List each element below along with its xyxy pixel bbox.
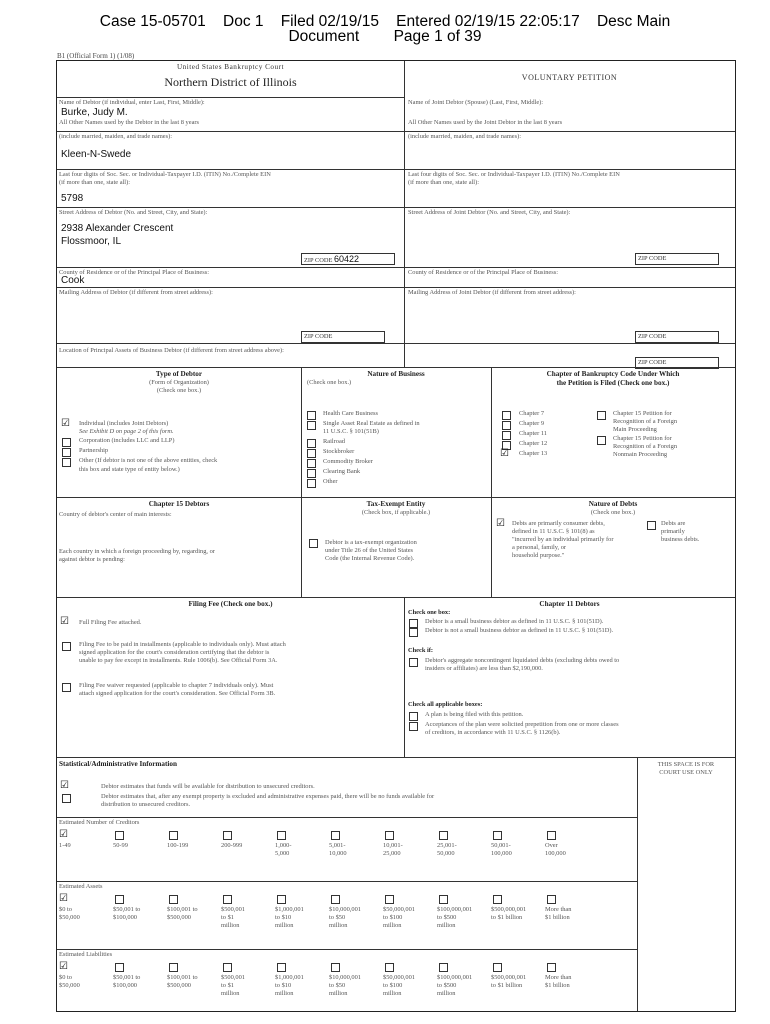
- joint-other-names-label2: (include married, maiden, and trade names):: [408, 133, 522, 140]
- debtor-zip: 60422: [333, 254, 359, 264]
- nature-debts-title: Nature of Debts: [588, 500, 638, 508]
- nature-business-title: Nature of Business: [367, 370, 425, 378]
- debts-business-3: business debts.: [661, 536, 700, 543]
- liabilities-option-label: $500,001: [221, 974, 245, 981]
- chapter-9: Chapter 9: [519, 420, 545, 427]
- chapter-15-main-3: Main Proceeding: [613, 426, 657, 433]
- liabilities-option-label: $50,000: [59, 982, 80, 989]
- assets-option-label: to $500: [437, 914, 457, 921]
- checkbox-icon[interactable]: [307, 459, 316, 468]
- checkbox-icon[interactable]: [223, 963, 232, 972]
- liabilities-option-label: million: [437, 990, 456, 997]
- debtor-address-line2: Flossmoor, IL: [61, 236, 122, 247]
- checkbox-icon[interactable]: [307, 449, 316, 458]
- chapter-title: Chapter of Bankruptcy Code Under Which: [546, 370, 680, 378]
- checkbox-icon[interactable]: [439, 895, 448, 904]
- liabilities-option-label: $500,000,001: [491, 974, 527, 981]
- location-label: Location of Principal Assets of Business Debtor (if different from street address above):: [59, 347, 284, 354]
- assets-option-label: $50,000,001: [383, 906, 415, 913]
- debts-business-2: primarily: [661, 528, 685, 535]
- nature-debts-sub: (Check one box.): [590, 509, 636, 516]
- debtor-other-names-label: All Other Names used by the Debtor in the last 8 years: [59, 119, 200, 126]
- assets-option-label: million: [383, 922, 402, 929]
- checkbox-icon[interactable]: [597, 411, 606, 420]
- debts-consumer-5: household purpose.": [512, 552, 565, 559]
- joint-mailing-label: Mailing Address of Joint Debtor (if different from street address):: [408, 289, 576, 296]
- joint-zip-box: [635, 253, 719, 265]
- debtor-address-line1: 2938 Alexander Crescent: [61, 223, 174, 234]
- assets-option-label: to $1 billion: [491, 914, 523, 921]
- checkbox-icon[interactable]: [409, 619, 418, 628]
- tax-exempt-text2: under Title 26 of the United States: [325, 547, 414, 554]
- liabilities-option-label: to $50: [329, 982, 346, 989]
- checkbox-icon[interactable]: [115, 895, 124, 904]
- debtor-county: Cook: [61, 275, 85, 286]
- assets-option-label: million: [329, 922, 348, 929]
- checked-box-icon[interactable]: ☑: [59, 829, 68, 840]
- debts-business-1: Debts are: [661, 520, 686, 527]
- type-option-partnership: Partnership: [79, 447, 109, 454]
- chapter-15-nonmain-2: Recognition of a Foreign: [613, 443, 678, 450]
- checkbox-icon[interactable]: [597, 436, 606, 445]
- business-option-other: Other: [323, 478, 338, 485]
- business-option-clearing-bank: Clearing Bank: [323, 468, 361, 475]
- assets-option-label: million: [275, 922, 294, 929]
- creditors-option-label: 50-99: [113, 842, 128, 849]
- checkbox-icon[interactable]: [62, 683, 71, 692]
- checkbox-icon[interactable]: [62, 794, 71, 803]
- stats-funds-available: Debtor estimates that funds will be available for distribution to unsecured creditors.: [101, 783, 315, 790]
- joint-other-names-label: All Other Names used by the Joint Debtor in the last 8 years: [408, 119, 563, 126]
- debtor-county-label: County of Residence or of the Principal Place of Business:: [59, 269, 209, 276]
- checkbox-icon[interactable]: [62, 438, 71, 447]
- liabilities-title: Estimated Liabilities: [59, 951, 113, 958]
- checkbox-icon[interactable]: [115, 963, 124, 972]
- creditors-title: Estimated Number of Creditors: [59, 819, 140, 826]
- checkbox-icon[interactable]: [307, 469, 316, 478]
- checked-box-icon[interactable]: ☑: [500, 448, 509, 459]
- zip-label: ZIP CODE: [638, 359, 667, 366]
- checkbox-icon[interactable]: [493, 963, 502, 972]
- debtor-address-label: Street Address of Debtor (No. and Street, City, and State):: [59, 209, 208, 216]
- debts-consumer-1: Debts are primarily consumer debts,: [512, 520, 605, 527]
- creditors-option-label: 100-199: [167, 842, 189, 849]
- creditors-option-label: 5,001-: [329, 842, 346, 849]
- filing-fee-title: Filing Fee (Check one box.): [188, 600, 273, 608]
- liabilities-option-label: to $10: [275, 982, 292, 989]
- checkbox-icon[interactable]: [223, 895, 232, 904]
- checkbox-icon[interactable]: [547, 895, 556, 904]
- creditors-option-label: 200-999: [221, 842, 243, 849]
- ch11-acceptances-2: of creditors, in accordance with 11 U.S.C. § 1126(b).: [425, 729, 561, 736]
- debtor-name-label: Name of Debtor (if individual, enter Last, First, Middle):: [59, 99, 205, 106]
- joint-address-label: Street Address of Joint Debtor (No. and Street, City, and State):: [408, 209, 571, 216]
- business-option-health: Health Care Business: [323, 410, 379, 417]
- checkbox-icon[interactable]: [385, 895, 394, 904]
- assets-option-label: $10,000,001: [329, 906, 361, 913]
- court-name: United States Bankruptcy Court: [176, 63, 285, 71]
- debts-consumer-2: defined in 11 U.S.C. § 101(8) as: [512, 528, 595, 535]
- assets-option-label: million: [221, 922, 240, 929]
- checkbox-icon[interactable]: [62, 458, 71, 467]
- fee-option-waiver-2: attach signed application for the court's consideration. See Official Form 3B.: [79, 690, 276, 697]
- checked-box-icon[interactable]: ☑: [60, 616, 69, 627]
- ch15-country-label: Country of debtor's center of main interests:: [59, 511, 172, 518]
- liabilities-option-label: $100,001 to: [167, 974, 198, 981]
- checked-box-icon[interactable]: ☑: [59, 961, 68, 972]
- assets-option-label: million: [437, 922, 456, 929]
- assets-option-label: $500,001: [221, 906, 245, 913]
- chapter-12: Chapter 12: [519, 440, 548, 447]
- checkbox-icon[interactable]: [331, 963, 340, 972]
- liabilities-option-label: $1 billion: [545, 982, 570, 989]
- checkbox-icon[interactable]: [277, 831, 286, 840]
- chapter-title-2: the Petition is Filed (Check one box.): [556, 379, 670, 387]
- liabilities-option-label: to $1 billion: [491, 982, 523, 989]
- checkbox-icon[interactable]: [307, 411, 316, 420]
- business-option-commodity: Commodity Broker: [323, 458, 373, 465]
- creditors-option-label: Over: [545, 842, 558, 849]
- debtor-ssn-label: Last four digits of Soc. Sec. or Individual-Taxpayer I.D. (ITIN) No./Complete EIN: [59, 171, 271, 178]
- checkbox-icon[interactable]: [307, 439, 316, 448]
- liabilities-option-label: million: [221, 990, 240, 997]
- fee-option-installments-2: signed application for the court's consideration certifying that the debtor is: [79, 649, 270, 656]
- court-district: Northern District of Illinois: [164, 75, 297, 89]
- checkbox-icon[interactable]: [493, 895, 502, 904]
- tax-exempt-text3: Code (the Internal Revenue Code).: [325, 555, 415, 562]
- chapter-13: Chapter 13: [519, 450, 548, 457]
- creditors-option-label: 50,001-: [491, 842, 511, 849]
- debtor-other-names-label2: (include married, maiden, and trade names):: [59, 133, 173, 140]
- tax-exempt-text1: Debtor is a tax-exempt organization: [325, 539, 417, 546]
- stats-no-funds-2: distribution to unsecured creditors.: [101, 801, 191, 808]
- assets-option-label: $50,000: [59, 914, 80, 921]
- debts-consumer-3: "incurred by an individual primarily for: [512, 536, 614, 543]
- joint-mailing-zip-box: [635, 331, 719, 343]
- ch11-not-small-business: Debtor is not a small business debtor as defined in 11 U.S.C. § 101(51D).: [425, 627, 614, 634]
- checked-box-icon[interactable]: ☑: [496, 518, 505, 529]
- liabilities-option-label: $100,000,001: [437, 974, 473, 981]
- checkbox-icon[interactable]: [547, 963, 556, 972]
- assets-option-label: to $1: [221, 914, 234, 921]
- nature-business-sub: (Check one box.): [307, 379, 352, 386]
- creditors-option-label: 10,001-: [383, 842, 403, 849]
- fee-option-waiver-1: Filing Fee waiver requested (applicable to chapter 7 individuals only). Must: [79, 682, 274, 689]
- assets-option-label: $100,000,001: [437, 906, 473, 913]
- chapter-11: Chapter 11: [519, 430, 547, 437]
- chapter-7: Chapter 7: [519, 410, 545, 417]
- debtor-name: Burke, Judy M.: [61, 107, 128, 118]
- joint-name-label: Name of Joint Debtor (Spouse) (Last, First, Middle):: [408, 99, 544, 106]
- ch11-check-if: Check if:: [408, 647, 434, 654]
- fee-option-installments-3: unable to pay fee except in installments. Rule 1006(b). See Official Form 3A.: [79, 657, 278, 664]
- ch11-check-one: Check one box:: [408, 609, 451, 616]
- liabilities-option-label: $50,001 to: [113, 974, 141, 981]
- ch11-aggregate-2: insiders or affiliates) are less than $2,190,000.: [425, 665, 543, 672]
- chapter-15-nonmain-1: Chapter 15 Petition for: [613, 435, 672, 442]
- case-header-line2: Document Page 1 of 39: [288, 28, 482, 45]
- checkbox-icon[interactable]: [331, 895, 340, 904]
- ch11-acceptances-1: Acceptances of the plan were solicited prepetition from one or more classes: [425, 721, 619, 728]
- checkbox-icon[interactable]: [647, 521, 656, 530]
- creditors-option-label: 1-49: [59, 842, 71, 849]
- type-option-other-2: this box and state type of entity below.): [79, 466, 180, 473]
- joint-ssn-label: Last four digits of Soc. Sec. or Individual-Taxpayer I.D. (ITIN) No./Complete EIN: [408, 171, 620, 178]
- checkbox-icon[interactable]: [331, 831, 340, 840]
- ch11-aggregate-1: Debtor's aggregate noncontingent liquidated debts (excluding debts owed to: [425, 657, 620, 664]
- creditors-option-label: 50,000: [437, 850, 455, 857]
- checkbox-icon[interactable]: [439, 831, 448, 840]
- liabilities-option-label: to $1: [221, 982, 234, 989]
- checked-box-icon[interactable]: ☑: [59, 893, 68, 904]
- debtor-other-names: Kleen-N-Swede: [61, 149, 132, 160]
- liabilities-option-label: $1,000,001: [275, 974, 304, 981]
- case-header-line1: Case 15-05701 Doc 1 Filed 02/19/15 Entered 02/19/15 22:05:17 Desc Main: [99, 13, 671, 30]
- type-of-debtor-sub1: (Form of Organization): [149, 379, 209, 386]
- checkbox-icon[interactable]: [502, 421, 511, 430]
- creditors-option-label: 1,000-: [275, 842, 292, 849]
- liabilities-option-label: to $500: [437, 982, 457, 989]
- assets-option-label: to $50: [329, 914, 346, 921]
- checkbox-icon[interactable]: [409, 658, 418, 667]
- creditors-option-label: 25,000: [383, 850, 401, 857]
- business-option-single-asset: Single Asset Real Estate as defined in: [323, 420, 420, 427]
- creditors-option-label: 25,001-: [437, 842, 457, 849]
- checkbox-icon[interactable]: [385, 831, 394, 840]
- petition-title: VOLUNTARY PETITION: [521, 73, 618, 82]
- liabilities-option-label: $500,000: [167, 982, 191, 989]
- assets-option-label: $50,001 to: [113, 906, 141, 913]
- liabilities-option-label: $10,000,001: [329, 974, 361, 981]
- court-use-2: COURT USE ONLY: [659, 769, 713, 776]
- creditors-option-label: 100,000: [491, 850, 512, 857]
- checkbox-icon[interactable]: [502, 411, 511, 420]
- checked-box-icon[interactable]: ☑: [60, 780, 69, 791]
- assets-option-label: More than: [545, 906, 572, 913]
- assets-option-label: $100,000: [113, 914, 137, 921]
- form-id: B1 (Official Form 1) (1/08): [57, 52, 135, 60]
- tax-exempt-sub: (Check box, if applicable.): [361, 509, 431, 516]
- checkbox-icon[interactable]: [439, 963, 448, 972]
- liabilities-option-label: million: [275, 990, 294, 997]
- type-of-debtor-title: Type of Debtor: [155, 370, 203, 378]
- checkbox-icon[interactable]: [493, 831, 502, 840]
- liabilities-option-label: million: [329, 990, 348, 997]
- assets-option-label: $100,001 to: [167, 906, 198, 913]
- chapter-15-nonmain-3: Nonmain Proceeding: [613, 451, 668, 458]
- liabilities-option-label: $50,000,001: [383, 974, 415, 981]
- debtor-ssn-label2: (if more than one, state all):: [59, 179, 130, 186]
- checkbox-icon[interactable]: [385, 963, 394, 972]
- voluntary-petition-form: [56, 60, 736, 1012]
- checkbox-icon[interactable]: [277, 963, 286, 972]
- checkbox-icon[interactable]: [62, 448, 71, 457]
- checkbox-icon[interactable]: [277, 895, 286, 904]
- checkbox-icon[interactable]: [547, 831, 556, 840]
- fee-option-installments-1: Filing Fee to be paid in installments (applicable to individuals only). Must attach: [79, 641, 286, 648]
- zip-label: ZIP CODE: [304, 257, 333, 264]
- zip-label: ZIP CODE: [638, 255, 667, 262]
- checkbox-icon[interactable]: [409, 712, 418, 721]
- joint-ssn-label2: (if more than one, state all):: [408, 179, 479, 186]
- debtor-zip-box: [301, 253, 395, 265]
- ch15-each-label2: against debtor is pending:: [59, 556, 125, 563]
- liabilities-option-label: $100,000: [113, 982, 137, 989]
- ch11-plan-filed: A plan is being filed with this petition.: [425, 711, 524, 718]
- checkbox-icon[interactable]: [502, 431, 511, 440]
- checkbox-icon[interactable]: [409, 722, 418, 731]
- checkbox-icon[interactable]: [409, 628, 418, 637]
- checkbox-icon[interactable]: [169, 895, 178, 904]
- type-option-other: Other (If debtor is not one of the above entities, check: [79, 457, 218, 464]
- business-option-railroad: Railroad: [323, 438, 346, 445]
- chapter-15-main-2: Recognition of a Foreign: [613, 418, 678, 425]
- checkbox-icon[interactable]: [307, 421, 316, 430]
- zip-label: ZIP CODE: [638, 333, 667, 340]
- liabilities-option-label: $0 to: [59, 974, 72, 981]
- type-option-exhibit: See Exhibit D on page 2 of this form.: [79, 428, 174, 435]
- checkbox-icon[interactable]: [115, 831, 124, 840]
- location-zip-box: [635, 357, 719, 369]
- creditors-option-label: 100,000: [545, 850, 566, 857]
- checkbox-icon[interactable]: [309, 539, 318, 548]
- joint-county-label: County of Residence or of the Principal Place of Business:: [408, 269, 558, 276]
- stats-title: Statistical/Administrative Information: [59, 760, 177, 768]
- checkbox-icon[interactable]: [223, 831, 232, 840]
- debtor-ssn: 5798: [61, 193, 84, 204]
- business-option-stockbroker: Stockbroker: [323, 448, 355, 455]
- assets-option-label: to $10: [275, 914, 292, 921]
- liabilities-option-label: More than: [545, 974, 572, 981]
- checkbox-icon[interactable]: [169, 963, 178, 972]
- liabilities-option-label: to $100: [383, 982, 403, 989]
- ch15-title: Chapter 15 Debtors: [148, 500, 210, 508]
- assets-option-label: $0 to: [59, 906, 72, 913]
- ch11-title: Chapter 11 Debtors: [539, 600, 600, 608]
- debts-consumer-4: a personal, family, or: [512, 544, 567, 551]
- ch11-small-business: Debtor is a small business debtor as defined in 11 U.S.C. § 101(51D).: [425, 618, 604, 625]
- chapter-15-main-1: Chapter 15 Petition for: [613, 410, 672, 417]
- assets-option-label: $500,000,001: [491, 906, 527, 913]
- checkbox-icon[interactable]: [169, 831, 178, 840]
- type-option-corporation: Corporation (includes LLC and LLP): [79, 437, 175, 444]
- ch11-check-all: Check all applicable boxes:: [408, 701, 483, 708]
- court-use-1: THIS SPACE IS FOR: [657, 761, 715, 768]
- type-of-debtor-sub2: (Check one box.): [156, 387, 202, 394]
- case-header: [0, 14, 770, 44]
- business-option-single-asset-2: 11 U.S.C. § 101(51B): [323, 428, 379, 435]
- type-option-individual: Individual (includes Joint Debtors): [79, 420, 169, 427]
- stats-no-funds-1: Debtor estimates that, after any exempt property is excluded and administrative expenses paid, there will be no funds available for: [101, 793, 435, 800]
- checked-box-icon[interactable]: ☑: [61, 418, 70, 429]
- zip-label: ZIP CODE: [304, 333, 333, 340]
- checkbox-icon[interactable]: [307, 479, 316, 488]
- debtor-mailing-label: Mailing Address of Debtor (if different from street address):: [59, 289, 213, 296]
- assets-option-label: $1,000,001: [275, 906, 304, 913]
- checkbox-icon[interactable]: [62, 642, 71, 651]
- fee-option-full: Full Filing Fee attached.: [79, 619, 142, 626]
- ch15-each-label: Each country in which a foreign proceeding by, regarding, or: [59, 548, 215, 555]
- creditors-option-label: 5,000: [275, 850, 290, 857]
- liabilities-option-label: million: [383, 990, 402, 997]
- tax-exempt-title: Tax-Exempt Entity: [366, 500, 426, 508]
- assets-option-label: $1 billion: [545, 914, 570, 921]
- assets-title: Estimated Assets: [59, 883, 103, 890]
- assets-option-label: to $100: [383, 914, 403, 921]
- creditors-option-label: 10,000: [329, 850, 347, 857]
- assets-option-label: $500,000: [167, 914, 191, 921]
- mailing-zip-box: [301, 331, 385, 343]
